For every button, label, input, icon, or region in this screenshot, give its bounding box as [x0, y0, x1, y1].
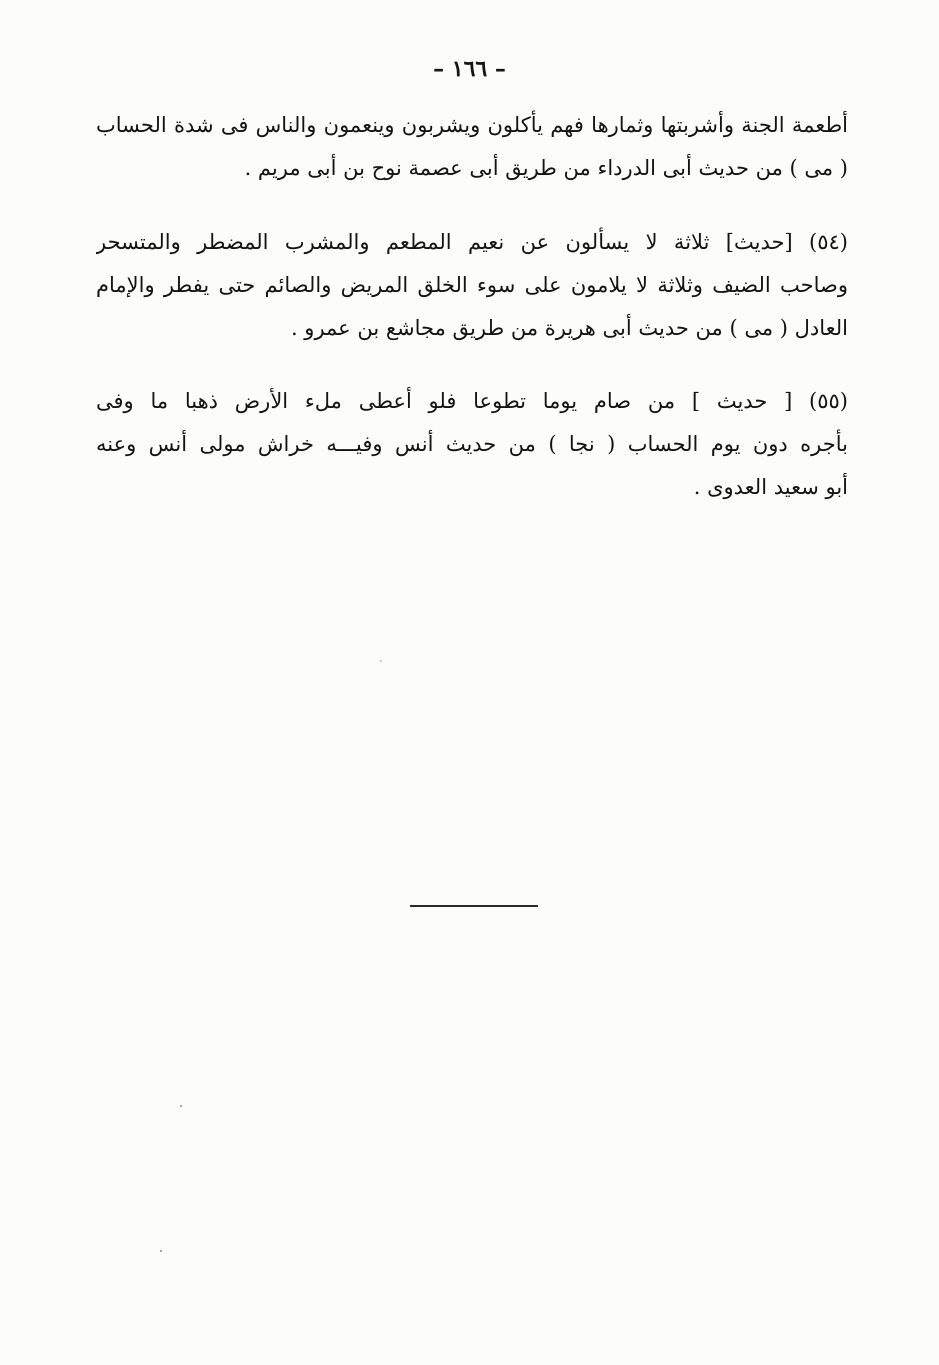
scan-speck [180, 1105, 182, 1107]
text-line: العادل ( مى ) من حديث أبى هريرة من طريق مجاشع بن عمرو . [290, 316, 848, 340]
text-line: وصاحب الضيف وثلاثة لا يلامون على سوء الخلق المريض والصائم حتى يفطر والإمام [96, 273, 848, 297]
text-line: بأجره دون يوم الحساب ( نجا ) من حديث أنس وفيـــه خراش مولى أنس وعنه [96, 432, 848, 456]
section-divider [410, 905, 538, 907]
hadith-entry-55 [96, 380, 848, 509]
scan-speck [160, 1250, 162, 1252]
scan-speck [380, 660, 382, 662]
hadith-entry-54 [96, 221, 848, 350]
text-line: أبو سعيد العدوى . [693, 475, 848, 499]
paragraph-continuation [96, 104, 848, 190]
text-line: (٥٤) [حديث] ثلاثة لا يسألون عن نعيم المطعم والمشرب المضطر والمتسحر [96, 230, 848, 254]
text-line: أطعمة الجنة وأشربتها وثمارها فهم يأكلون ويشربون وينعمون والناس فى شدة الحساب [96, 113, 848, 137]
page-number: – ١٦٦ – [433, 56, 506, 82]
text-line: ( مى ) من حديث أبى الدرداء من طريق أبى عصمة نوح بن أبى مريم . [244, 156, 848, 180]
text-line: (٥٥) [ حديث ] من صام يوما تطوعا فلو أعطى ملء الأرض ذهبا ما وفى [96, 389, 848, 413]
